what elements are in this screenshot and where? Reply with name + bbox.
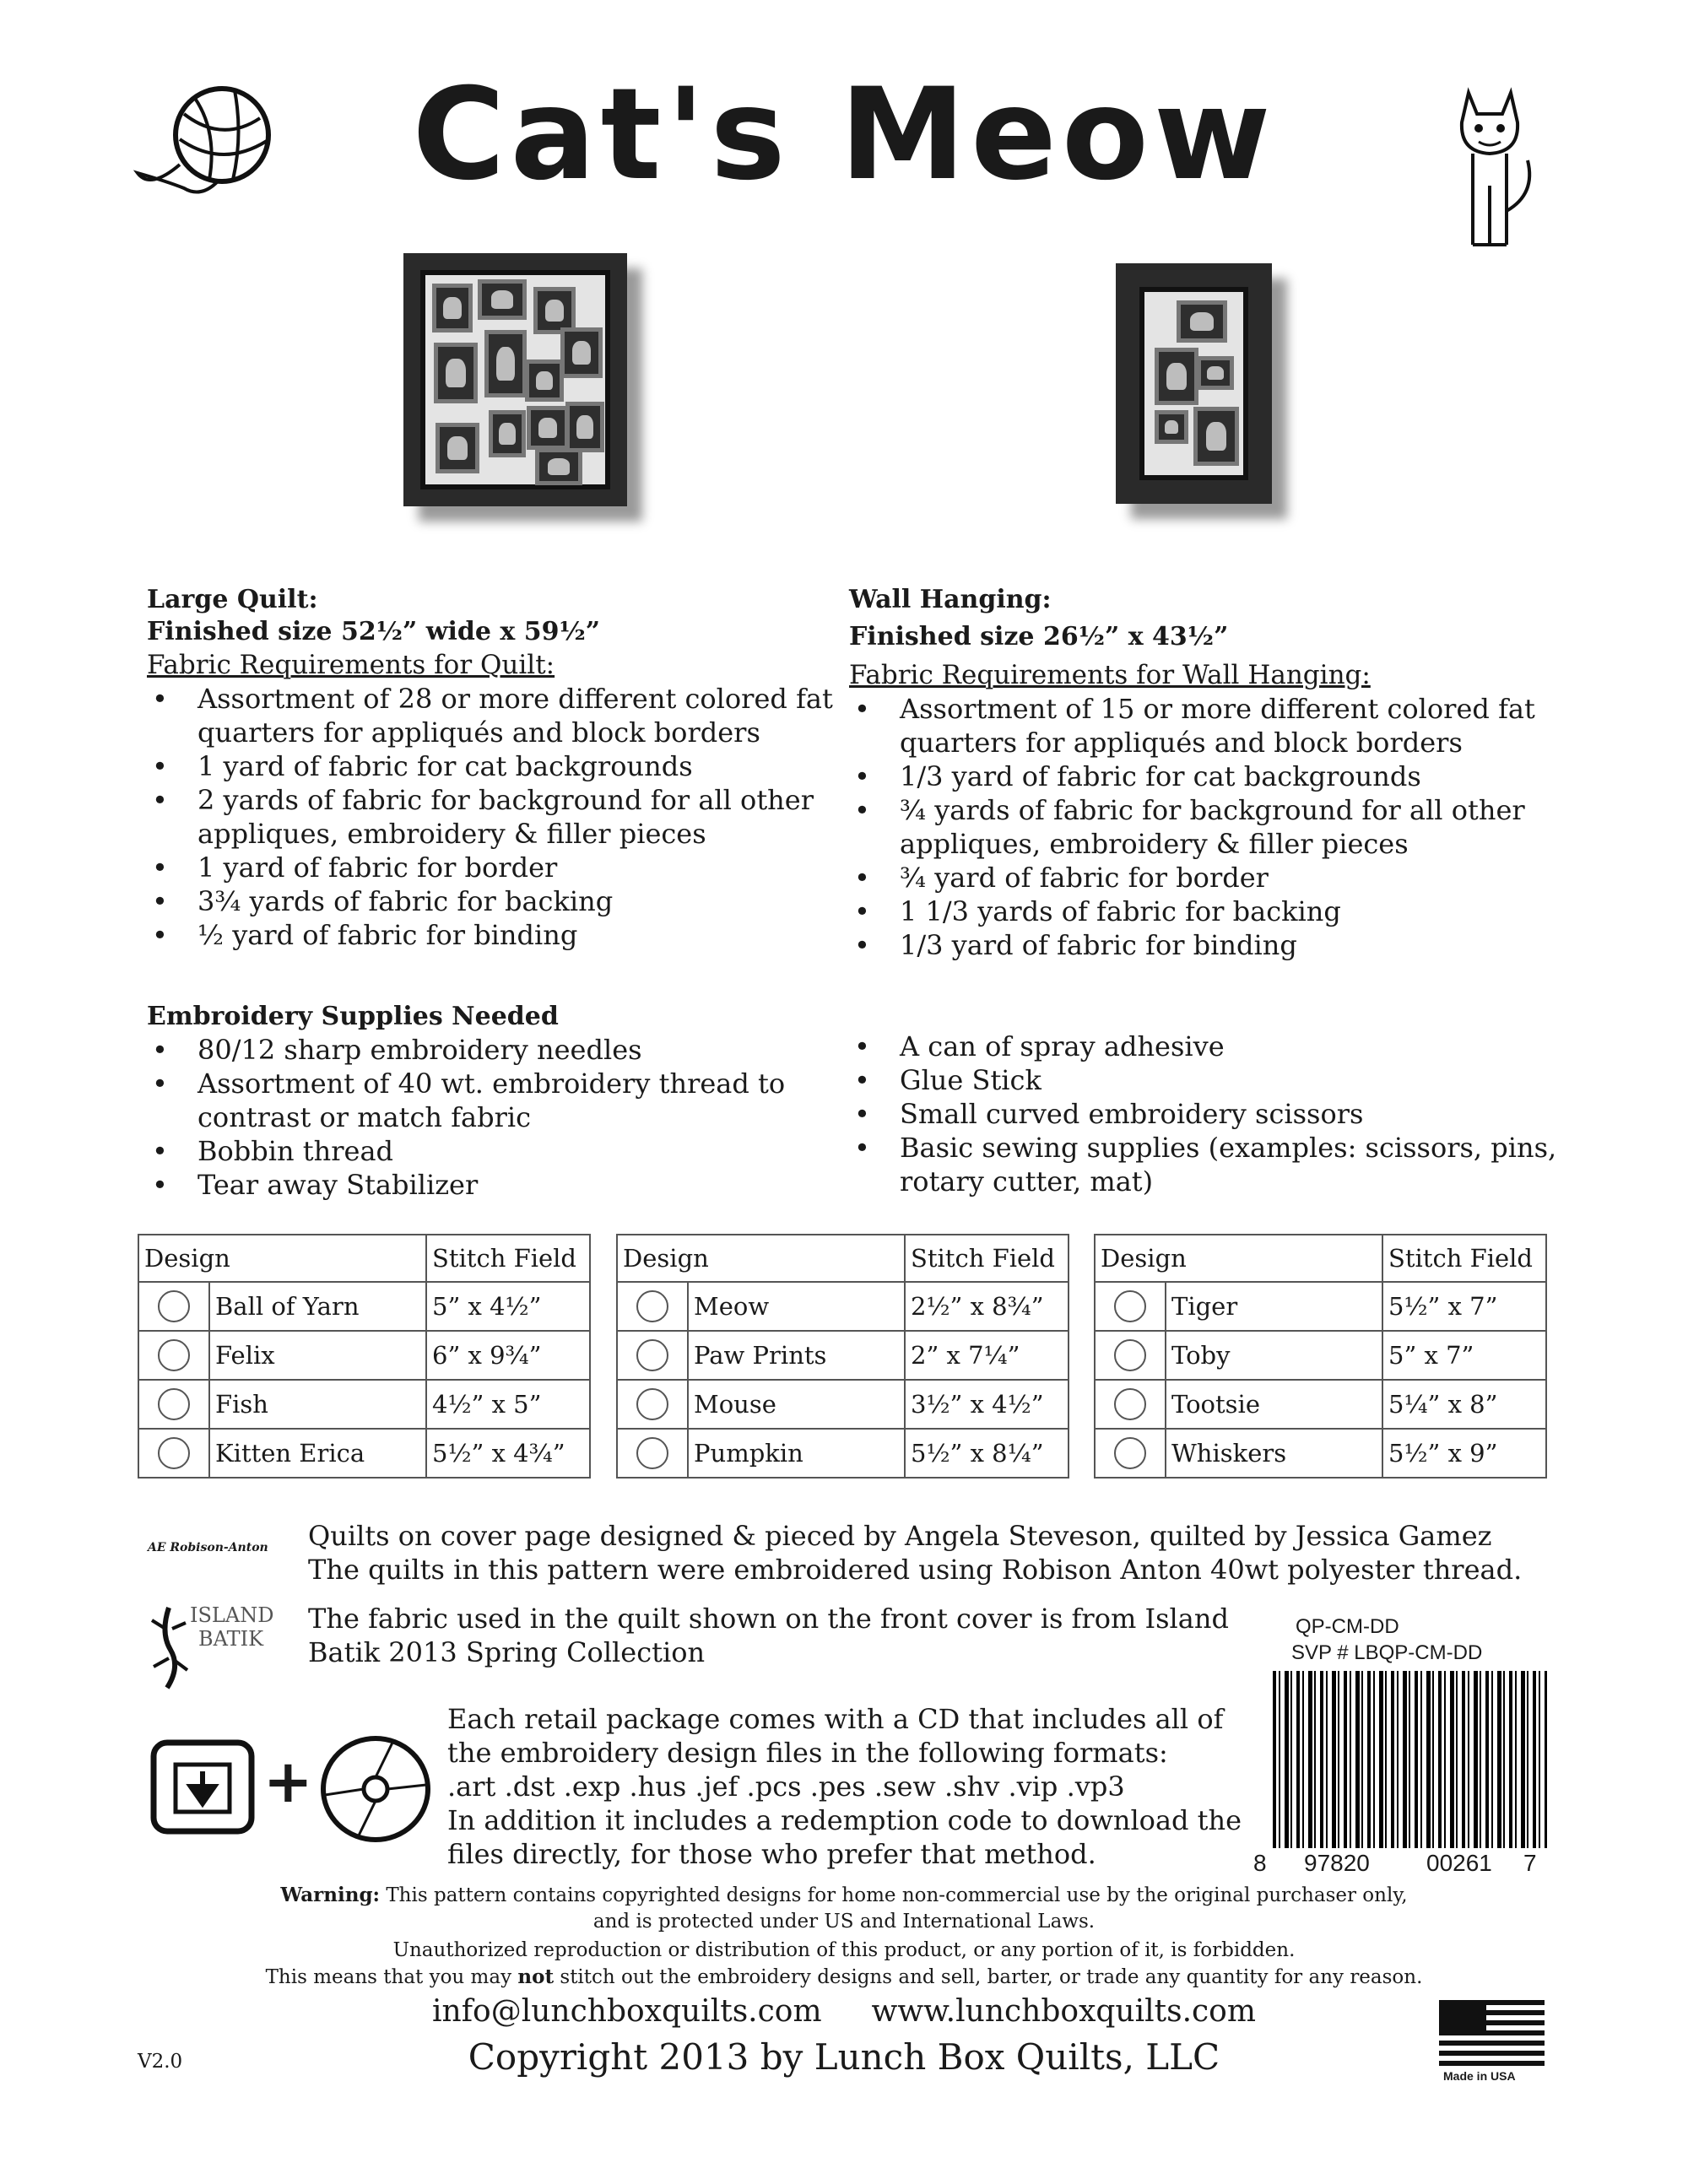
large-quilt-section — [147, 584, 839, 952]
list-item: • 1/3 yard of fabric for binding — [849, 928, 1558, 962]
us-flag-icon — [1439, 2000, 1545, 2068]
supplies-heading: Embroidery Supplies Needed — [147, 1002, 559, 1031]
col-stitch-field: Stitch Field — [1382, 1235, 1546, 1282]
warning-line-3: Unauthorized reproduction or distribution of this product, or any portion of it, is forbidden. — [392, 1939, 1296, 1961]
stitch-field: 4½” x 5” — [426, 1380, 590, 1429]
cat-icon — [1435, 84, 1545, 253]
copyright: Copyright 2013 by Lunch Box Quilts, LLC — [468, 2036, 1220, 2078]
col-design: Design — [138, 1235, 426, 1282]
supplies-left-list — [147, 1033, 822, 1202]
warning-block — [127, 1882, 1561, 1991]
design-thumbnail-icon — [636, 1339, 668, 1371]
design-name: Kitten Erica — [209, 1429, 426, 1478]
design-name: Toby — [1166, 1331, 1382, 1380]
cd-line: files directly, for those who prefer that method. — [447, 1838, 1096, 1870]
design-thumbnail-icon — [636, 1437, 668, 1469]
list-item: • ½ yard of fabric for binding — [147, 918, 839, 952]
barcode-digits-b: 97820 — [1304, 1850, 1370, 1876]
col-stitch-field: Stitch Field — [426, 1235, 590, 1282]
stitch-field: 5” x 4½” — [426, 1282, 590, 1331]
list-item: • ¾ yards of fabric for background for all other appliques, embroidery & filler pieces — [849, 793, 1558, 861]
product-code-1: QP-CM-DD — [1296, 1615, 1399, 1638]
list-item: • Glue Stick — [849, 1063, 1558, 1097]
stitch-field: 5½” x 8¼” — [905, 1429, 1069, 1478]
design-thumbnail-icon — [636, 1290, 668, 1322]
table-row — [617, 1380, 1069, 1429]
list-item: • 1/3 yard of fabric for cat backgrounds — [849, 760, 1558, 793]
credit-line-3b: Batik 2013 Spring Collection — [308, 1636, 706, 1668]
design-name: Pumpkin — [688, 1429, 905, 1478]
stitch-field: 5¼” x 8” — [1382, 1380, 1546, 1429]
list-item: • 2 yards of fabric for background for all other appliques, embroidery & filler pieces — [147, 783, 839, 851]
cd-line: In addition it includes a redemption code to download the — [447, 1804, 1242, 1836]
list-item: • 1 yard of fabric for border — [147, 851, 839, 884]
stitch-table-3 — [1094, 1234, 1547, 1479]
design-name: Whiskers — [1166, 1429, 1382, 1478]
supplies-right-list — [849, 1030, 1558, 1198]
email-link[interactable]: info@lunchboxquilts.com — [432, 1994, 822, 2029]
design-thumbnail-icon — [158, 1339, 190, 1371]
list-item: • A can of spray adhesive — [849, 1030, 1558, 1063]
barcode-digit-a: 8 — [1253, 1850, 1267, 1876]
barcode-digits-c: 00261 — [1426, 1850, 1492, 1876]
stitch-table-1 — [138, 1234, 591, 1479]
table-row — [617, 1429, 1069, 1478]
lunchbox-download-icon — [143, 1734, 262, 1840]
table-row — [138, 1429, 590, 1478]
stitch-field: 3½” x 4½” — [905, 1380, 1069, 1429]
cd-icon — [312, 1726, 439, 1852]
design-name: Mouse — [688, 1380, 905, 1429]
page-title: Cat's Meow — [412, 62, 1276, 208]
wall-hanging-heading: Wall Hanging: — [849, 585, 1052, 614]
table-row — [617, 1331, 1069, 1380]
col-design: Design — [617, 1235, 905, 1282]
list-item: • Tear away Stabilizer — [147, 1168, 822, 1202]
plus-icon: + — [263, 1747, 313, 1816]
design-thumbnail-icon — [158, 1388, 190, 1420]
wall-hanging-req-list — [849, 692, 1558, 962]
large-quilt-size: Finished size 52½” wide x 59½” — [147, 617, 601, 646]
table-row — [138, 1331, 590, 1380]
design-thumbnail-icon — [1114, 1388, 1146, 1420]
barcode — [1273, 1671, 1547, 1848]
table-row — [617, 1282, 1069, 1331]
list-item: • Assortment of 40 wt. embroidery thread to contrast or match fabric — [147, 1067, 822, 1134]
stitch-field: 6” x 9¾” — [426, 1331, 590, 1380]
table-row — [138, 1282, 590, 1331]
stitch-field: 5” x 7” — [1382, 1331, 1546, 1380]
list-item: • Basic sewing supplies (examples: scissors, pins, rotary cutter, mat) — [849, 1131, 1558, 1198]
warning-line-1 — [127, 1882, 1561, 1909]
island-batik-logo — [190, 1603, 273, 1651]
col-design: Design — [1095, 1235, 1382, 1282]
warning-text-4a: This means that you may — [265, 1966, 512, 1988]
warning-label: Warning: — [280, 1884, 381, 1906]
design-name: Felix — [209, 1331, 426, 1380]
list-item: • 1 1/3 yards of fabric for backing — [849, 895, 1558, 928]
credit-line-3a: The fabric used in the quilt shown on the front cover is from Island — [308, 1603, 1229, 1635]
wall-hanging-section — [849, 584, 1558, 962]
design-name: Tootsie — [1166, 1380, 1382, 1429]
island-logo-line-1: ISLAND — [190, 1603, 274, 1627]
design-name: Ball of Yarn — [209, 1282, 426, 1331]
list-item: • 80/12 sharp embroidery needles — [147, 1033, 822, 1067]
warning-line-4 — [127, 1964, 1561, 1991]
website-link[interactable]: www.lunchboxquilts.com — [871, 1994, 1256, 2029]
stitch-field: 5½” x 4¾” — [426, 1429, 590, 1478]
list-item: • 1 yard of fabric for cat backgrounds — [147, 749, 839, 783]
warning-text-4b: not — [517, 1965, 555, 1988]
list-item: • Bobbin thread — [147, 1134, 822, 1168]
stitch-table-2 — [616, 1234, 1069, 1479]
design-name: Tiger — [1166, 1282, 1382, 1331]
product-code-2: SVP # LBQP-CM-DD — [1291, 1641, 1483, 1664]
design-thumbnail-icon — [158, 1290, 190, 1322]
warning-text-4c: stitch out the embroidery designs and sell, barter, or trade any quantity for any reason. — [560, 1966, 1423, 1988]
cd-line: the embroidery design files in the following formats: — [447, 1737, 1168, 1769]
list-item: • Assortment of 28 or more different colored fat quarters for appliqués and block borders — [147, 682, 839, 749]
island-logo-line-2: BATIK — [198, 1627, 264, 1651]
design-thumbnail-icon — [1114, 1339, 1146, 1371]
contact-line — [0, 1994, 1688, 2029]
list-item: • Small curved embroidery scissors — [849, 1097, 1558, 1131]
table-row — [1095, 1380, 1546, 1429]
table-header — [617, 1235, 1069, 1282]
credit-line-1: Quilts on cover page designed & pieced by Angela Steveson, quilted by Jessica Gamez — [308, 1520, 1492, 1552]
robison-anton-logo: AE Robison-Anton — [148, 1541, 268, 1554]
large-quilt-heading: Large Quilt: — [147, 585, 318, 614]
table-row — [1095, 1331, 1546, 1380]
made-in-usa: Made in USA — [1443, 2069, 1516, 2083]
design-name: Fish — [209, 1380, 426, 1429]
credit-line-2: The quilts in this pattern were embroidered using Robison Anton 40wt polyester thread. — [308, 1554, 1523, 1586]
table-header — [138, 1235, 590, 1282]
design-thumbnail-icon — [1114, 1437, 1146, 1469]
stitch-field: 5½” x 9” — [1382, 1429, 1546, 1478]
table-row — [1095, 1282, 1546, 1331]
cd-line: Each retail package comes with a CD that includes all of — [447, 1703, 1224, 1735]
barcode-digit-d: 7 — [1523, 1850, 1537, 1876]
list-item: • ¾ yard of fabric for border — [849, 861, 1558, 895]
warning-line-2: and is protected under US and International Laws. — [592, 1911, 1096, 1933]
table-row — [138, 1380, 590, 1429]
gecko-icon — [143, 1599, 194, 1692]
table-row — [1095, 1429, 1546, 1478]
large-quilt-image — [403, 253, 627, 506]
version-label: V2.0 — [138, 2051, 183, 2073]
stitch-field: 5½” x 7” — [1382, 1282, 1546, 1331]
large-quilt-req-label: Fabric Requirements for Quilt: — [147, 650, 555, 680]
list-item: • Assortment of 15 or more different colored fat quarters for appliqués and block borders — [849, 692, 1558, 760]
cd-description — [447, 1702, 1242, 1871]
design-name: Paw Prints — [688, 1331, 905, 1380]
stitch-field: 2½” x 8¾” — [905, 1282, 1069, 1331]
wall-hanging-size: Finished size 26½” x 43½” — [849, 622, 1229, 651]
table-header — [1095, 1235, 1546, 1282]
col-stitch-field: Stitch Field — [905, 1235, 1069, 1282]
wall-hanging-image — [1116, 263, 1272, 504]
warning-text-1: This pattern contains copyrighted designs for home non-commercial use by the original purchaser only, — [386, 1884, 1408, 1906]
list-item: • 3¾ yards of fabric for backing — [147, 884, 839, 918]
large-quilt-req-list — [147, 682, 839, 952]
cd-line: .art .dst .exp .hus .jef .pcs .pes .sew .shv .vip .vp3 — [447, 1770, 1125, 1803]
design-thumbnail-icon — [158, 1437, 190, 1469]
design-thumbnail-icon — [1114, 1290, 1146, 1322]
design-name: Meow — [688, 1282, 905, 1331]
stitch-field: 2” x 7¼” — [905, 1331, 1069, 1380]
wall-hanging-req-label: Fabric Requirements for Wall Hanging: — [849, 660, 1371, 690]
design-thumbnail-icon — [636, 1388, 668, 1420]
